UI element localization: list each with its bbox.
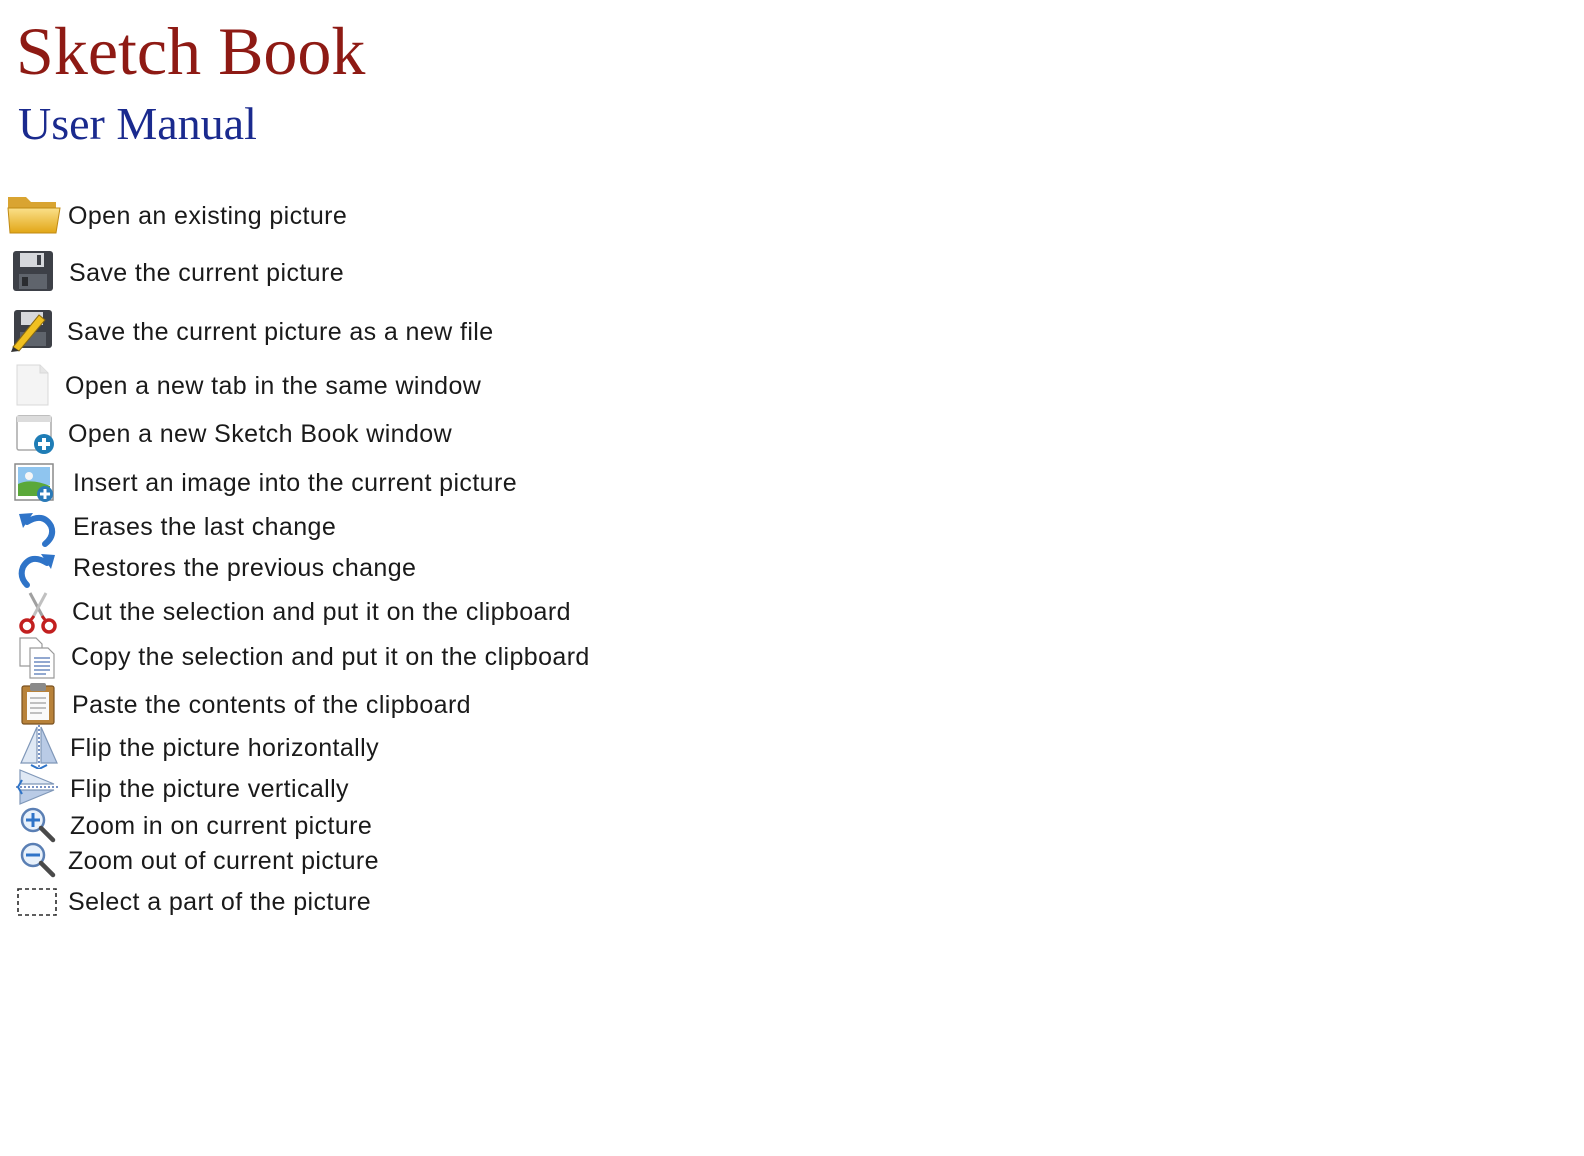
manual-item-label: Cut the selection and put it on the clipboard [72, 598, 571, 626]
select-icon [16, 887, 58, 917]
manual-item-redo [0, 545, 700, 585]
manual-item-label: Paste the contents of the clipboard [72, 691, 471, 719]
manual-item-label: Open a new tab in the same window [65, 372, 482, 400]
manual-item-zoom-in [0, 803, 700, 843]
undo-icon [17, 508, 57, 548]
manual-item-label: Select a part of the picture [68, 888, 372, 916]
manual-item-label: Insert an image into the current picture [73, 469, 518, 497]
manual-item-open [0, 193, 700, 233]
manual-item-label: Open a new Sketch Book window [68, 420, 453, 448]
manual-item-label: Flip the picture horizontally [70, 734, 379, 762]
redo-icon [17, 549, 57, 589]
insert-image-icon [13, 462, 57, 504]
save-icon [10, 248, 56, 294]
manual-item-label: Restores the previous change [73, 554, 417, 582]
cut-icon [16, 591, 60, 635]
manual-item-label: Zoom in on current picture [70, 812, 373, 840]
manual-item-label: Save the current picture [69, 259, 345, 287]
folder-icon [6, 191, 62, 237]
manual-item-copy [0, 634, 700, 674]
manual-item-new-tab [0, 363, 700, 403]
manual-item-save-as [0, 309, 700, 349]
paste-icon [17, 682, 59, 726]
copy-icon [16, 636, 60, 680]
flip-vertical-icon [16, 766, 60, 808]
save-as-icon [9, 307, 55, 353]
manual-item-label: Flip the picture vertically [70, 775, 349, 803]
new-window-icon [14, 413, 58, 457]
manual-item-flip-horizontal [0, 725, 700, 765]
manual-item-flip-vertical [0, 766, 700, 806]
manual-item-undo [0, 504, 700, 544]
manual-item-paste [0, 682, 700, 722]
manual-item-label: Open an existing picture [68, 202, 348, 230]
flip-horizontal-icon [17, 725, 61, 769]
manual-item-new-window [0, 411, 700, 451]
manual-item-cut [0, 589, 700, 629]
manual-item-label: Zoom out of current picture [68, 847, 379, 875]
manual-title: Sketch Book [16, 13, 366, 89]
manual-item-zoom-out [0, 838, 700, 878]
manual-item-select [0, 879, 700, 919]
manual-item-label: Save the current picture as a new file [67, 318, 494, 346]
manual-item-label: Erases the last change [73, 513, 337, 541]
zoom-out-icon [18, 840, 56, 878]
manual-item-insert-image [0, 460, 700, 500]
manual-item-label: Copy the selection and put it on the clipboard [71, 643, 590, 671]
manual-subtitle: User Manual [18, 98, 257, 149]
manual-item-save [0, 250, 700, 290]
new-tab-icon [12, 363, 52, 407]
